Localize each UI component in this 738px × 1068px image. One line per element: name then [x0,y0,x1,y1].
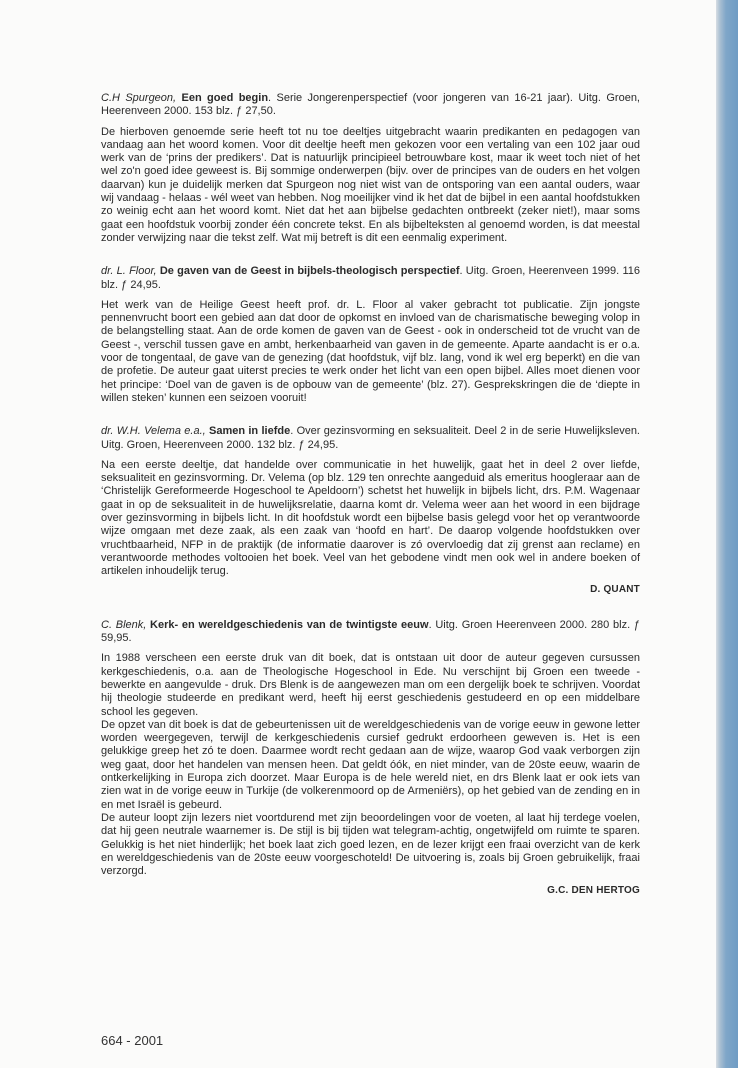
binding-edge [716,0,738,1068]
review-body [101,299,640,405]
review-details: . Uitg. Groen, Heerenveen 1999. 116 blz. ƒ 24,95. [101,265,640,291]
review-details: . Serie Jongerenperspectief (voor jongeren van 16-21 jaar). Uitg. Groen, Heerenveen 2000. 153 blz. ƒ 27,50. [101,92,640,118]
review-spurgeon [101,92,640,245]
signature-block [101,583,640,596]
review-heading [101,265,640,292]
review-title: De gaven van de Geest in bijbels-theologisch perspectief [159,265,460,278]
page-number: 664 - 2001 [101,1033,164,1048]
review-author: C.H Spurgeon, [101,92,177,104]
review-body [101,126,640,246]
review-paragraph: Het werk van de Heilige Geest heeft prof. dr. L. Floor al vaker gebracht tot publicatie. Zijn jongste pennenvrucht boort een gebied aan dat door de opkomst en invloed van de charismatische beweging volop in de belangstelling staat. Aan de orde komen de gaven van de Geest - ook in onderscheid tot de vrucht van de Geest -, verschil tussen gave en ambt, herkenbaarheid van gaven in de gemeente. Aparte aandacht is er o.a. voor de tongentaal, de gave van de genezing (dat hoofdstuk, vijf blz. lang, vond ik wel erg beperkt) en die van de profetie. De auteur gaat uiterst precies te werk onder het licht van een open bijbel. Alles moet dienen voor het principe: ‘Doel van de gaven is de opbouw van de gemeente’ (blz. 27). Gesprekskringen die de ‘diepte in willen steken’ kunnen een seizoen vooruit! [101,298,640,404]
review-author: dr. W.H. Velema e.a., [101,425,206,438]
review-body [101,652,640,878]
review-body [101,459,640,579]
review-details: . Over gezinsvorming en seksualiteit. Deel 2 in de serie Huwelijksleven. Uitg. Groen, Heerenveen 2000. 132 blz. ƒ 24,95. [101,425,640,451]
review-author: dr. L. Floor, [101,265,157,278]
review-paragraph: De hierboven genoemde serie heeft tot nu toe deeltjes uitgebracht waarin predikanten en pedagogen van vandaag aan het woord komen. Voor dit deeltje heeft men gekozen voor een vertaling van een 102 jaar oud werk van de ‘prins der predikers’. Dat is natuurlijk principieel betrouwbare kost, maar ik weet toch niet of het wel zo'n goed idee geweest is. Bij sommige onderwerpen (bijv. over de principes van de ouders en het volgen daarvan) kun je duidelijk merken dat Spurgeon nog niet wist van de ontsporing van een aantal ouders, waar wij vandaag - helaas - wél weet van hebben. Nog moeilijker vind ik het dat de bijbel in een aantal hoofdstukken zo weinig echt aan het woord komt. Niet dat het aan bijbelse gedachten ontbreekt (zeker niet!), maar soms gaat een hoofdstuk voorbij zonder één concrete tekst. En als bijbelteksten al genoemd worden, is dat meestal zonder verwijzing naar die tekst zelf. Wat mij betreft is dit een eenmalig experiment. [101,125,640,244]
review-details: . Uitg. Groen Heerenveen 2000. 280 blz. ƒ 59,95. [101,618,640,645]
review-title: Een goed begin [181,92,269,104]
reviewer-signature: G.C. DEN HERTOG [547,885,640,897]
review-heading [101,92,640,119]
review-floor [101,265,640,405]
review-author: C. Blenk, [101,618,147,631]
review-paragraph: Na een eerste deeltje, dat handelde over communicatie in het huwelijk, gaat het in deel 2 over liefde, seksualiteit en gezinsvorming. Dr. Velema (op blz. 129 ten onrechte aangeduid als emeritus hoogleraar aan de ‘Christelijk Gereformeerde Hogeschool te Apeldoorn’) schetst het huwelijk in bijbels licht, drs. P.M. Wagenaar gaat in op de seksualiteit in de huwelijksrelatie, daarna komt dr. Velema weer aan het woord in een bijdrage over gezinsvorming in bijbels licht. In dit hoofdstuk wordt een bijbelse basis gelegd voor het op verantwoorde wijze omgaan met deze zaak, als een zaak van ‘hoofd en hart’. De daarop volgende hoofdstukken over vruchtbaarheid, NFP in de praktijk (de informatie daarover is zó overvloedig dat zij grenst aan reclame) en verantwoorde methodes voltooien het boek. Veel van het gebodene vindt men ook wel in andere boeken of artikelen inhoudelijk terug. [101,458,640,578]
review-heading [101,619,640,646]
review-blenk [101,619,640,879]
review-title: Kerk- en wereldgeschiedenis van de twintigste eeuw [150,618,429,631]
review-velema [101,425,640,578]
reviewer-signature: D. QUANT [590,583,640,595]
review-paragraph: In 1988 verscheen een eerste druk van dit boek, dat is ontstaan uit door de auteur gegeven cursussen kerkgeschiedenis, o.a. aan de Theologische Hogeschool in Ede. Nu verschijnt bij Groen een tweede - bewerkte en aangevulde - druk. Drs Blenk is de aangewezen man om een dergelijk boek te schrijven. Voordat hij theologie studeerde en predikant werd, heeft hij eerst geschiedenis gestudeerd en op een middelbare school les gegeven. [101,652,640,718]
review-paragraph: De opzet van dit boek is dat de gebeurtenissen uit de wereldgeschiedenis van de vorige eeuw in gewone letter worden weergegeven, terwijl de kerkgeschiedenis cursief gedrukt erdoorheen geweven is. Het is een gelukkige greep het zó te doen. Daarmee wordt recht gedaan aan de wijze, waarop God vaak verborgen zijn weg gaat, door het handelen van mensen heen. Dat geldt óók, en niet minder, van de 20ste eeuw, waarin de ontkerkelijking in Europa zich doorzet. Maar Europa is de hele wereld niet, en drs Blenk laat er ook iets van zien wat in de vorige eeuw in Turkije (de volkerenmoord op de Armeniërs), op het gebied van de zending en in en met Israël is gebeurd. [101,718,640,811]
review-heading [101,425,640,452]
signature-block [101,884,640,897]
review-paragraph: De auteur loopt zijn lezers niet voortdurend met zijn beoordelingen voor de voeten, al laat hij terdege voelen, dat hij geen neutrale waarnemer is. De stijl is bij tijden wat telegram-achtig, ongetwijfeld om ruimte te sparen. Gelukkig is het niet hinderlijk; het boek laat zich goed lezen, en de lezer krijgt een fraai overzicht van de kerk en wereldgeschiedenis van de 20ste eeuw voorgeschoteld! De uitvoering is, zoals bij Groen gebruikelijk, fraai verzorgd. [101,811,640,878]
review-column [101,92,640,898]
review-title: Samen in liefde [209,425,291,438]
